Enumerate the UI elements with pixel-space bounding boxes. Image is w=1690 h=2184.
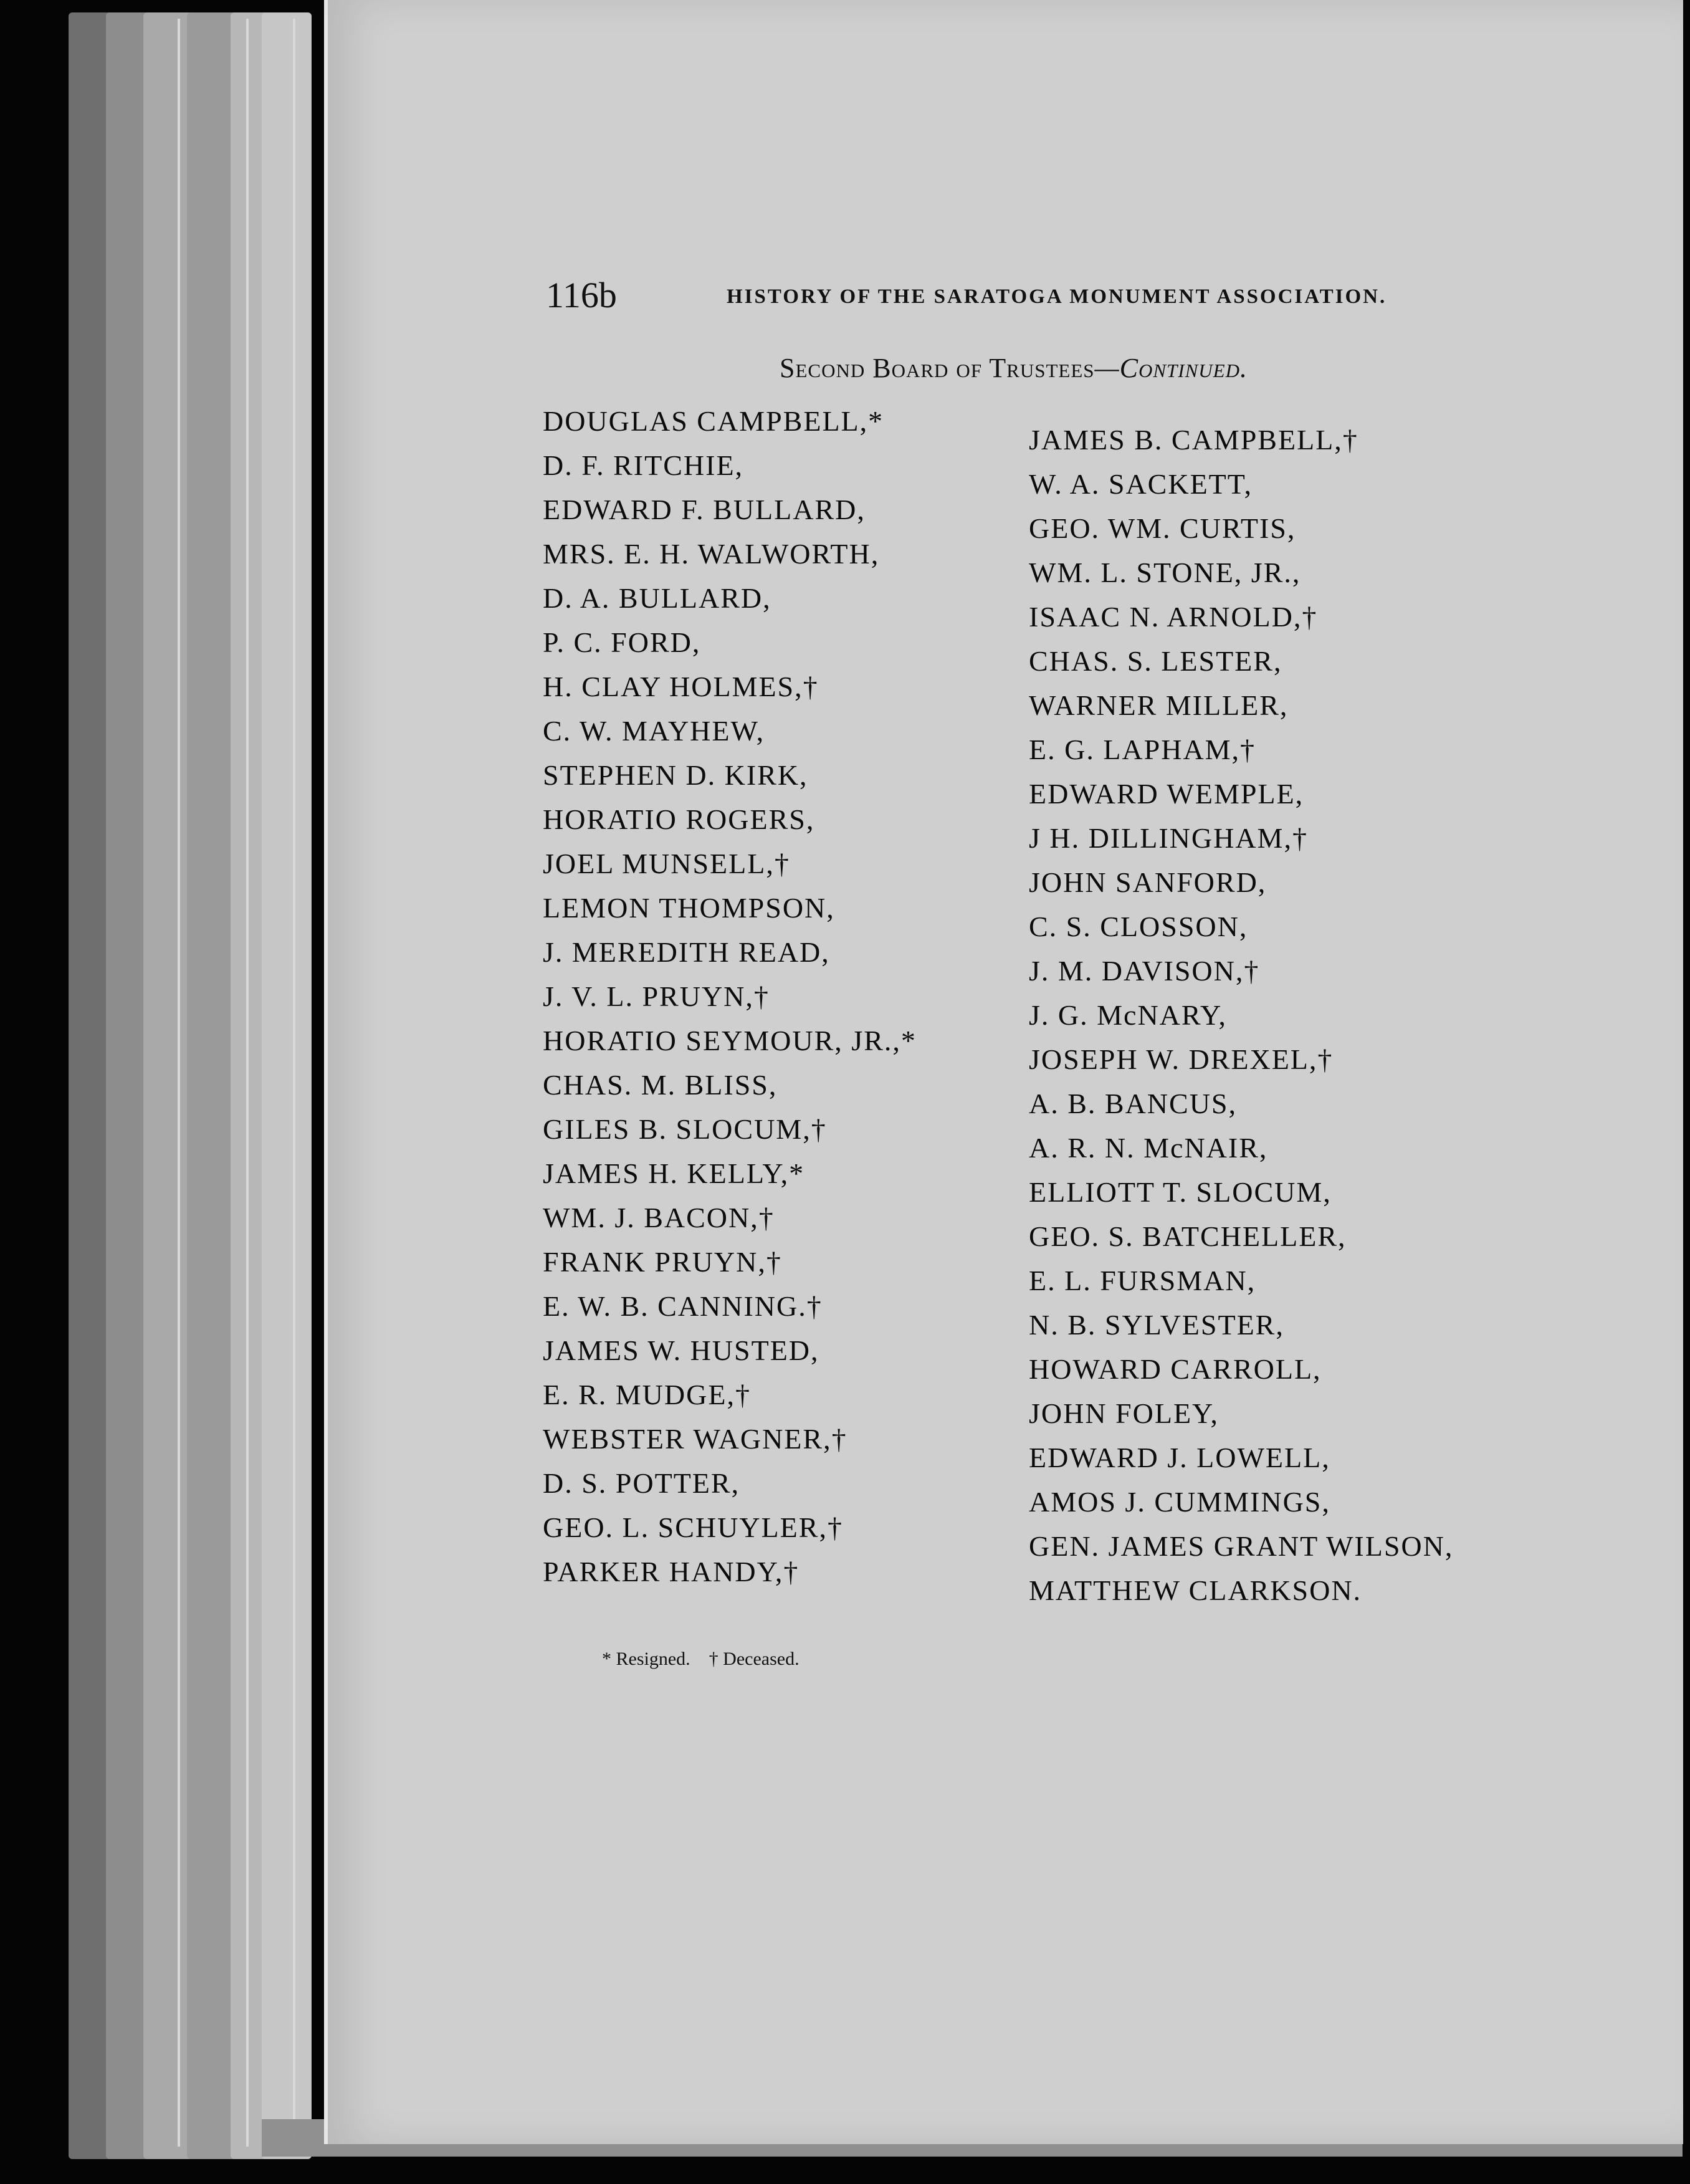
trustee-name: W. A. SACKETT, (1029, 468, 1253, 500)
trustee-name: EDWARD F. BULLARD, (543, 494, 866, 525)
trustee-name: JOEL MUNSELL,† (543, 848, 790, 879)
trustee-name: P. C. FORD, (543, 626, 701, 658)
running-head (328, 274, 1683, 324)
trustee-name: HOWARD CARROLL, (1029, 1353, 1322, 1385)
section-title (780, 352, 1248, 384)
trustee-name: WM. J. BACON,† (543, 1202, 775, 1233)
trustee-name: J. M. DAVISON,† (1029, 955, 1260, 987)
trustee-name: ISAAC N. ARNOLD,† (1029, 601, 1318, 633)
page-edge (262, 12, 312, 2159)
trustee-name: A. B. BANCUS, (1029, 1088, 1238, 1119)
trustee-list-right (1029, 418, 1453, 1612)
trustee-name: HORATIO ROGERS, (543, 803, 815, 835)
trustee-name: N. B. SYLVESTER, (1029, 1309, 1284, 1341)
page-edge-highlight (178, 19, 180, 2147)
trustee-name: EDWARD WEMPLE, (1029, 778, 1304, 810)
trustee-list-left (543, 399, 917, 1594)
trustee-name: PARKER HANDY,† (543, 1556, 800, 1588)
trustee-name: JOHN SANFORD, (1029, 866, 1267, 898)
trustee-name: HORATIO SEYMOUR, JR.,* (543, 1025, 917, 1056)
trustee-name: JAMES W. HUSTED, (543, 1334, 819, 1366)
footnote-deceased: † Deceased. (709, 1649, 800, 1669)
trustee-name: CHAS. M. BLISS, (543, 1069, 778, 1101)
trustee-name: E. L. FURSMAN, (1029, 1265, 1256, 1296)
trustee-name: D. A. BULLARD, (543, 582, 771, 614)
trustee-name: J. MEREDITH READ, (543, 936, 830, 968)
trustee-name: GEO. WM. CURTIS, (1029, 512, 1296, 544)
trustee-name: GILES B. SLOCUM,† (543, 1113, 827, 1145)
trustee-name: GEO. S. BATCHELLER, (1029, 1220, 1347, 1252)
trustee-name: J H. DILLINGHAM,† (1029, 822, 1308, 854)
trustee-name: CHAS. S. LESTER, (1029, 645, 1282, 677)
trustee-name: E. R. MUDGE,† (543, 1379, 751, 1410)
trustee-name: JAMES H. KELLY,* (543, 1157, 805, 1189)
trustee-name: MRS. E. H. WALWORTH, (543, 538, 880, 570)
running-head-title: HISTORY OF THE SARATOGA MONUMENT ASSOCIATION. (727, 285, 1387, 308)
trustee-name: GEO. L. SCHUYLER,† (543, 1511, 843, 1543)
trustee-name: STEPHEN D. KIRK, (543, 759, 808, 791)
trustee-name: MATTHEW CLARKSON. (1029, 1574, 1362, 1606)
trustee-name: C. W. MAYHEW, (543, 715, 765, 747)
trustee-name: C. S. CLOSSON, (1029, 911, 1248, 942)
trustee-name: LEMON THOMPSON, (543, 892, 835, 924)
trustee-name: JOSEPH W. DREXEL,† (1029, 1043, 1334, 1075)
trustee-name: DOUGLAS CAMPBELL,* (543, 405, 884, 437)
trustee-name: E. G. LAPHAM,† (1029, 734, 1256, 765)
trustee-name: H. CLAY HOLMES,† (543, 671, 819, 702)
trustee-name: D. S. POTTER, (543, 1467, 740, 1499)
trustee-name: AMOS J. CUMMINGS, (1029, 1486, 1330, 1518)
page-number: 116b (546, 275, 617, 315)
page-edge-highlight (246, 19, 249, 2147)
trustee-name: JAMES B. CAMPBELL,† (1029, 424, 1358, 456)
trustee-name: WARNER MILLER, (1029, 689, 1289, 721)
section-title-continued: —Continued. (1094, 353, 1248, 383)
trustee-name: ELLIOTT T. SLOCUM, (1029, 1176, 1332, 1208)
trustee-name: JOHN FOLEY, (1029, 1397, 1219, 1429)
trustee-name: D. F. RITCHIE, (543, 449, 744, 481)
trustee-name: GEN. JAMES GRANT WILSON, (1029, 1530, 1454, 1562)
page-edge-highlight (293, 19, 295, 2147)
trustee-name: E. W. B. CANNING.† (543, 1290, 823, 1322)
footnote (602, 1649, 800, 1670)
trustee-name: WEBSTER WAGNER,† (543, 1423, 847, 1455)
trustee-name: J. G. McNARY, (1029, 999, 1227, 1031)
trustee-name: A. R. N. McNAIR, (1029, 1132, 1268, 1164)
book-page (324, 0, 1683, 2144)
section-title-text: Second Board of Trustees (780, 353, 1095, 383)
trustee-name: J. V. L. PRUYN,† (543, 980, 770, 1012)
trustee-name: FRANK PRUYN,† (543, 1246, 782, 1278)
trustee-name: EDWARD J. LOWELL, (1029, 1442, 1330, 1473)
footnote-resigned: * Resigned. (602, 1649, 690, 1669)
trustee-name: WM. L. STONE, JR., (1029, 557, 1301, 588)
